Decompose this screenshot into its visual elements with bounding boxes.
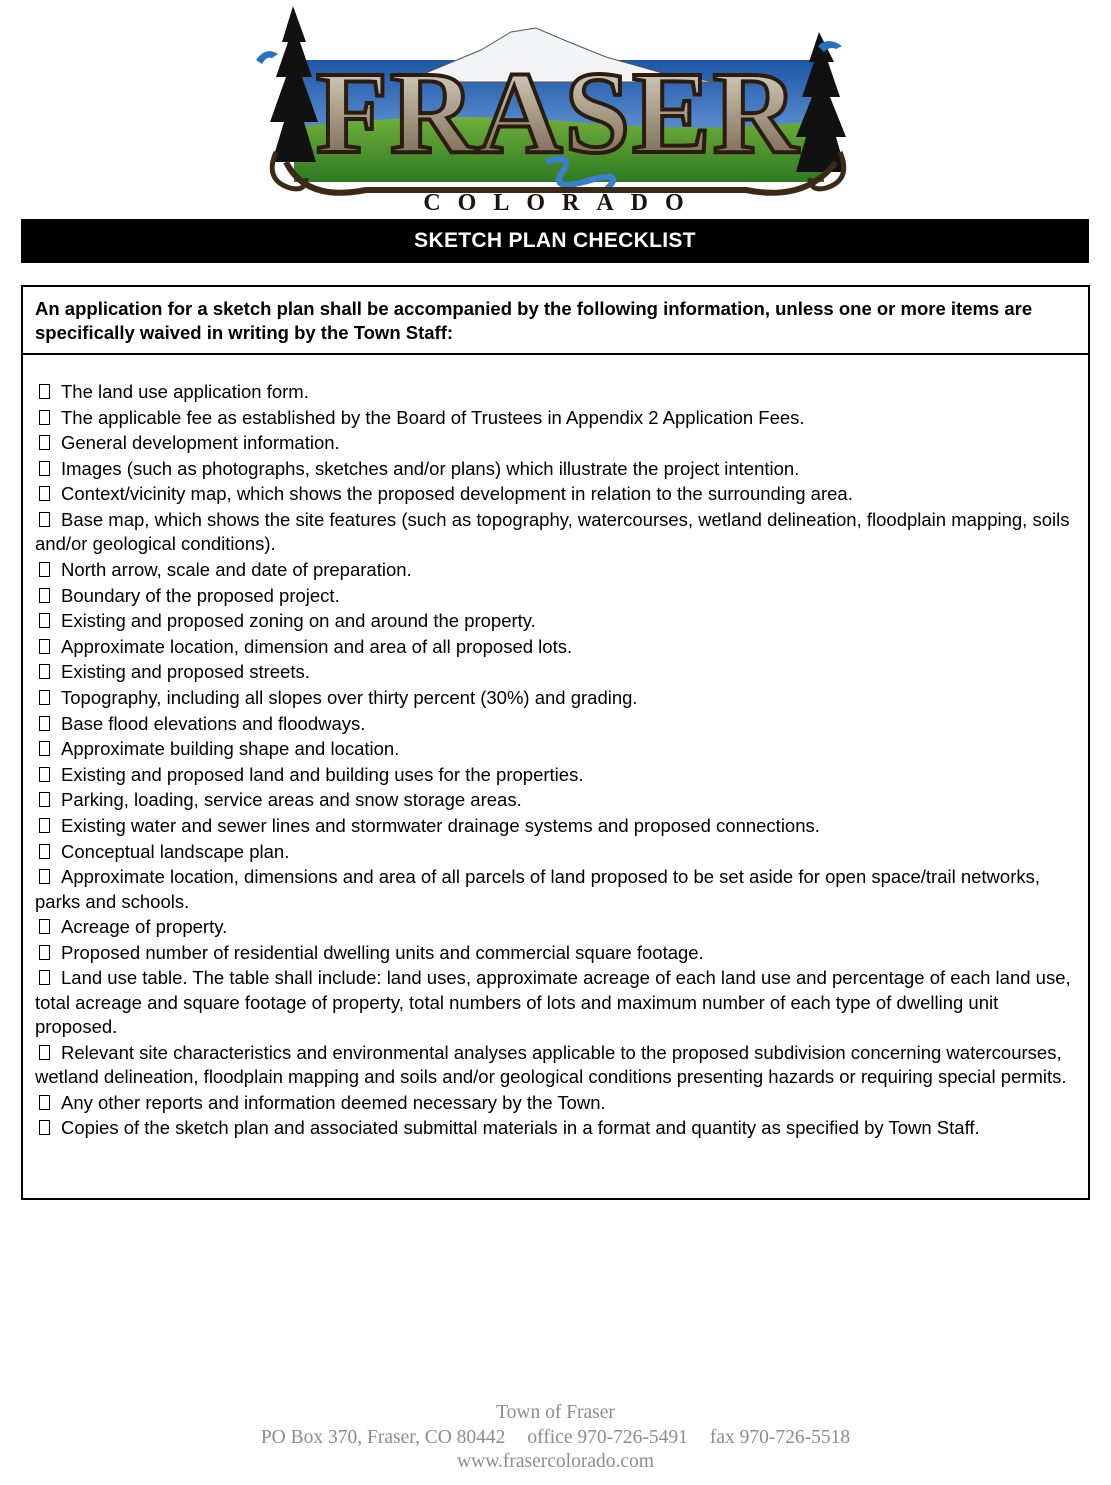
footer-org: Town of Fraser	[496, 1402, 615, 1423]
checkbox-icon	[39, 384, 50, 399]
footer-address: PO Box 370, Fraser, CO 80442	[260, 1426, 506, 1448]
checkbox-icon	[39, 461, 50, 476]
checklist-item-text: General development information.	[61, 432, 340, 454]
checklist-item	[35, 788, 1078, 812]
checklist-item-text: Approximate location, dimensions and area of all parcels of land proposed to be set aside for open space/trail networks, parks and schools.	[35, 866, 1041, 912]
checklist-item	[35, 558, 1078, 582]
checkbox-icon	[39, 792, 50, 807]
checklist-item	[35, 865, 1078, 914]
page-title-bar	[21, 219, 1089, 263]
footer-fax: fax 970-726-5518	[709, 1426, 851, 1448]
checklist-item-text: Approximate building shape and location.	[61, 738, 400, 760]
checklist-item-text: Base map, which shows the site features (such as topography, watercourses, wetland delineation, floodplain mapping, soils and/or geological conditions).	[35, 508, 1070, 555]
footer-website: www.frasercolorado.com	[457, 1451, 654, 1472]
checkbox-icon	[39, 486, 50, 501]
checklist-intro: An application for a sketch plan shall be accompanied by the following information, unless one or more items are specifically waived in writing by the Town Staff:	[23, 287, 1088, 355]
checklist-item-text: The applicable fee as established by the Board of Trustees in Appendix 2 Application Fees.	[61, 406, 805, 428]
checkbox-icon	[39, 818, 50, 833]
checklist-item-text: Existing water and sewer lines and stormwater drainage systems and proposed connections.	[61, 814, 820, 836]
checklist-item-text: Copies of the sketch plan and associated submittal materials in a format and quantity as specified by Town Staff.	[61, 1117, 980, 1139]
footer-office-phone: office 970-726-5491	[527, 1426, 688, 1448]
checklist-item	[35, 584, 1078, 608]
page-footer	[0, 1401, 1111, 1475]
bird-left	[256, 51, 278, 64]
checklist-item-text: Any other reports and information deemed necessary by the Town.	[61, 1091, 606, 1113]
checkbox-icon	[39, 869, 50, 884]
checkbox-icon	[39, 410, 50, 425]
logo-subtitle: COLORADO	[423, 190, 701, 214]
checkbox-icon	[39, 767, 50, 782]
checklist-item	[35, 508, 1078, 557]
checklist-item	[35, 840, 1078, 864]
page-title: SKETCH PLAN CHECKLIST	[414, 229, 696, 252]
checklist-item-text: Images (such as photographs, sketches and/or plans) which illustrate the project intention.	[61, 457, 800, 479]
checklist-item-text: The land use application form.	[61, 381, 309, 402]
checkbox-icon	[39, 919, 50, 934]
checklist-item-text: North arrow, scale and date of preparation.	[61, 558, 412, 580]
checklist-item	[35, 660, 1078, 684]
checklist-item	[35, 686, 1078, 710]
checklist-item	[35, 915, 1078, 939]
checkbox-icon	[39, 690, 50, 705]
checklist-item-text: Approximate location, dimension and area of all proposed lots.	[61, 635, 573, 657]
checklist-item	[35, 1091, 1078, 1115]
checkbox-icon	[39, 970, 50, 985]
checklist-item-text: Conceptual landscape plan.	[61, 840, 290, 862]
checklist-box	[21, 285, 1090, 1200]
checklist-item	[35, 380, 1078, 404]
checkbox-icon	[39, 435, 50, 450]
checklist-item	[35, 482, 1078, 506]
checklist-item-text: Relevant site characteristics and environmental analyses applicable to the proposed subdivision concerning watercourses, wetland delineation, floodplain mapping and soils and/or geological conditions presenting hazards or requiring special permits.	[35, 1041, 1067, 1088]
checklist-item	[35, 1116, 1078, 1140]
checklist-items	[23, 355, 1088, 1141]
checklist-item	[35, 941, 1078, 965]
checklist-item-text: Acreage of property.	[61, 916, 228, 938]
logo-graphic	[246, 2, 866, 214]
logo-wordmark: FRASER	[315, 47, 801, 178]
checklist-item-text: Land use table. The table shall include: land uses, approximate acreage of each land use and percentage of each land use, total acreage and square footage of property, total numbers of lots and maximum number of each type of dwelling unit proposed.	[35, 967, 1071, 1038]
checkbox-icon	[39, 588, 50, 603]
checkbox-icon	[39, 716, 50, 731]
checkbox-icon	[39, 741, 50, 756]
fraser-colorado-logo	[246, 2, 866, 214]
checkbox-icon	[39, 945, 50, 960]
checklist-item-text: Existing and proposed zoning on and around the property.	[61, 610, 536, 632]
footer-contact-line	[0, 1426, 1111, 1451]
checklist-item-text: Parking, loading, service areas and snow storage areas.	[61, 789, 522, 811]
checkbox-icon	[39, 562, 50, 577]
checkbox-icon	[39, 613, 50, 628]
checkbox-icon	[39, 1095, 50, 1110]
checklist-item	[35, 1041, 1078, 1090]
checklist-item	[35, 737, 1078, 761]
checklist-item	[35, 406, 1078, 430]
checklist-item	[35, 712, 1078, 736]
checkbox-icon	[39, 512, 50, 527]
checklist-item	[35, 814, 1078, 838]
checklist-item-text: Existing and proposed streets.	[61, 661, 310, 683]
checklist-item-text: Boundary of the proposed project.	[61, 584, 340, 606]
checklist-item	[35, 966, 1078, 1039]
checklist-item-text: Base flood elevations and floodways.	[61, 712, 366, 734]
checklist-item-text: Topography, including all slopes over thirty percent (30%) and grading.	[61, 686, 638, 708]
checkbox-icon	[39, 844, 50, 859]
checklist-item-text: Context/vicinity map, which shows the proposed development in relation to the surrounding area.	[61, 483, 853, 505]
checklist-item	[35, 763, 1078, 787]
checklist-item	[35, 635, 1078, 659]
checklist-item-text: Existing and proposed land and building uses for the properties.	[61, 763, 584, 785]
checklist-item	[35, 457, 1078, 481]
checklist-item	[35, 431, 1078, 455]
checkbox-icon	[39, 664, 50, 679]
checkbox-icon	[39, 639, 50, 654]
checklist-item-text: Proposed number of residential dwelling units and commercial square footage.	[61, 941, 704, 963]
checklist-item	[35, 609, 1078, 633]
checkbox-icon	[39, 1120, 50, 1135]
checkbox-icon	[39, 1045, 50, 1060]
